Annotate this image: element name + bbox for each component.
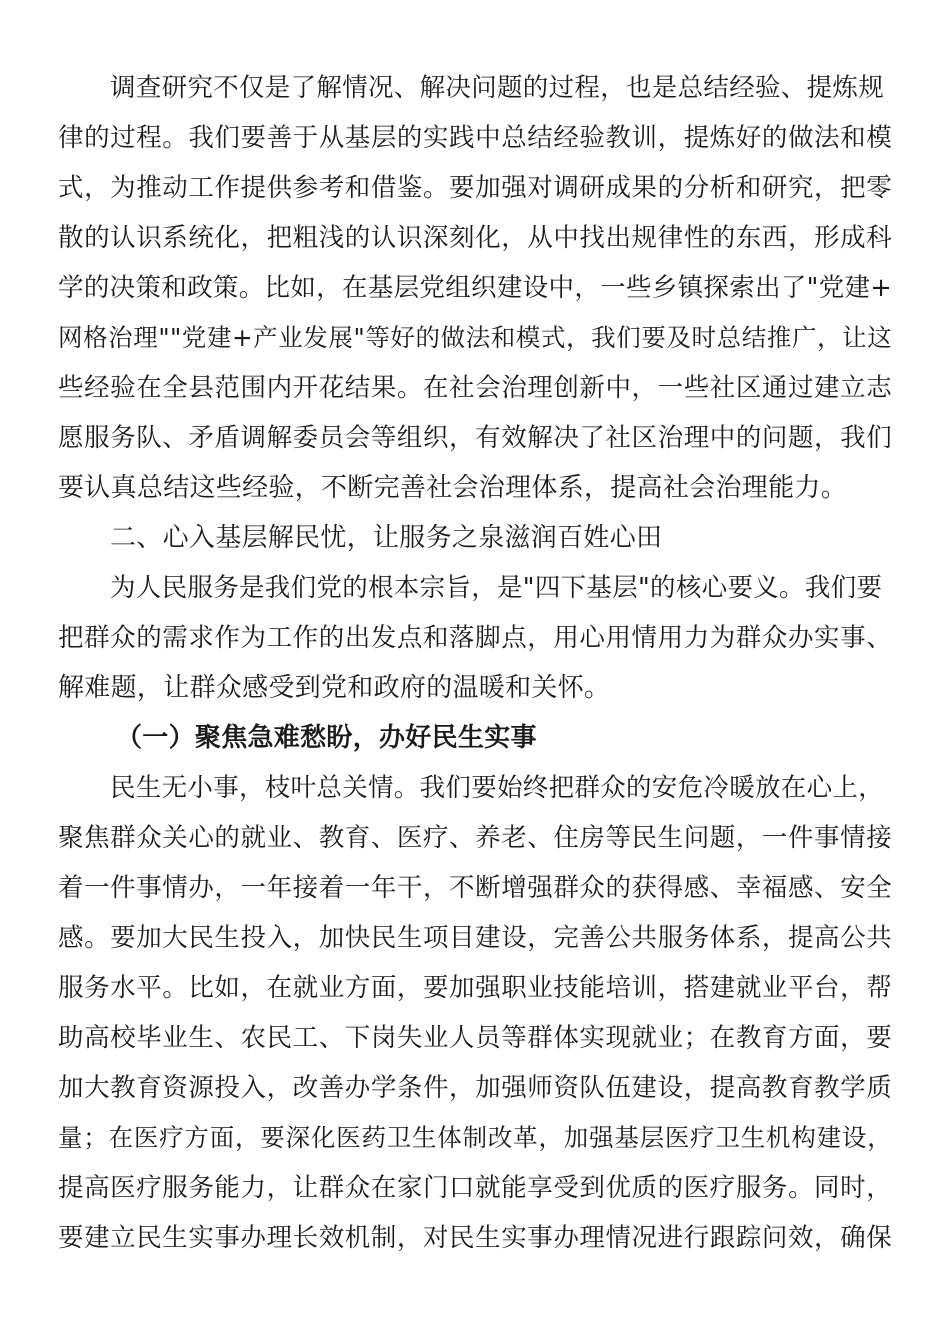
paragraph-2-line-1: 为人民服务是我们党的根本宗旨，是"四下基层"的核心要义。我们要 <box>110 573 883 603</box>
paragraph-3-line-5: 服务水平。比如，在就业方面，要加强职业技能培训，搭建就业平台，帮 <box>58 973 892 1003</box>
paragraph-3-line-6: 助高校毕业生、农民工、下岗失业人员等群体实现就业；在教育方面，要 <box>58 1023 892 1053</box>
paragraph-1-line-3: 式，为推动工作提供参考和借鉴。要加强对调研成果的分析和研究，把零 <box>58 173 892 203</box>
paragraph-2-line-2: 把群众的需求作为工作的出发点和落脚点，用心用情用力为群众办实事、 <box>58 623 892 653</box>
paragraph-3-line-1: 民生无小事，枝叶总关情。我们要始终把群众的安危冷暖放在心上， <box>110 773 885 803</box>
section-heading: 二、心入基层解民忧，让服务之泉滋润百姓心田 <box>110 523 663 553</box>
paragraph-2-line-3: 解难题，让群众感受到党和政府的温暖和关怀。 <box>58 673 611 703</box>
paragraph-1-line-6: 网格治理""党建+产业发展"等好的做法和模式，我们要及时总结推广，让这 <box>58 323 892 352</box>
paragraph-3-line-2: 聚焦群众关心的就业、教育、医疗、养老、住房等民生问题，一件事情接 <box>58 823 892 853</box>
paragraph-3-line-4: 感。要加大民生投入，加快民生项目建设，完善公共服务体系，提高公共 <box>58 923 892 953</box>
paragraph-1-line-5: 学的决策和政策。比如，在基层党组织建设中，一些乡镇探索出了"党建+ <box>58 273 892 303</box>
paragraph-3-line-8: 量；在医疗方面，要深化医药卫生体制改革，加强基层医疗卫生机构建设， <box>58 1123 892 1152</box>
subsection-heading: （一）聚焦急难愁盼，办好民生实事 <box>116 723 537 753</box>
paragraph-1-line-1: 调查研究不仅是了解情况、解决问题的过程，也是总结经验、提炼规 <box>110 73 885 103</box>
paragraph-1-line-4: 散的认识系统化，把粗浅的认识深刻化，从中找出规律性的东西，形成科 <box>58 223 892 253</box>
paragraph-3-line-7: 加大教育资源投入，改善办学条件，加强师资队伍建设，提高教育教学质 <box>58 1073 892 1103</box>
paragraph-1-line-8: 愿服务队、矛盾调解委员会等组织，有效解决了社区治理中的问题，我们 <box>58 423 892 453</box>
paragraph-3-line-10: 要建立民生实事办理长效机制，对民生实事办理情况进行跟踪问效，确保 <box>58 1223 892 1253</box>
paragraph-3-line-9: 提高医疗服务能力，让群众在家门口就能享受到优质的医疗服务。同时， <box>58 1173 892 1203</box>
paragraph-1-line-2: 律的过程。我们要善于从基层的实践中总结经验教训，提炼好的做法和模 <box>58 123 892 153</box>
paragraph-1-line-7: 些经验在全县范围内开花结果。在社会治理创新中，一些社区通过建立志 <box>58 373 892 403</box>
paragraph-3-line-3: 着一件事情办，一年接着一年干，不断增强群众的获得感、幸福感、安全 <box>58 873 892 903</box>
paragraph-1-line-9: 要认真总结这些经验，不断完善社会治理体系，提高社会治理能力。 <box>58 473 848 503</box>
